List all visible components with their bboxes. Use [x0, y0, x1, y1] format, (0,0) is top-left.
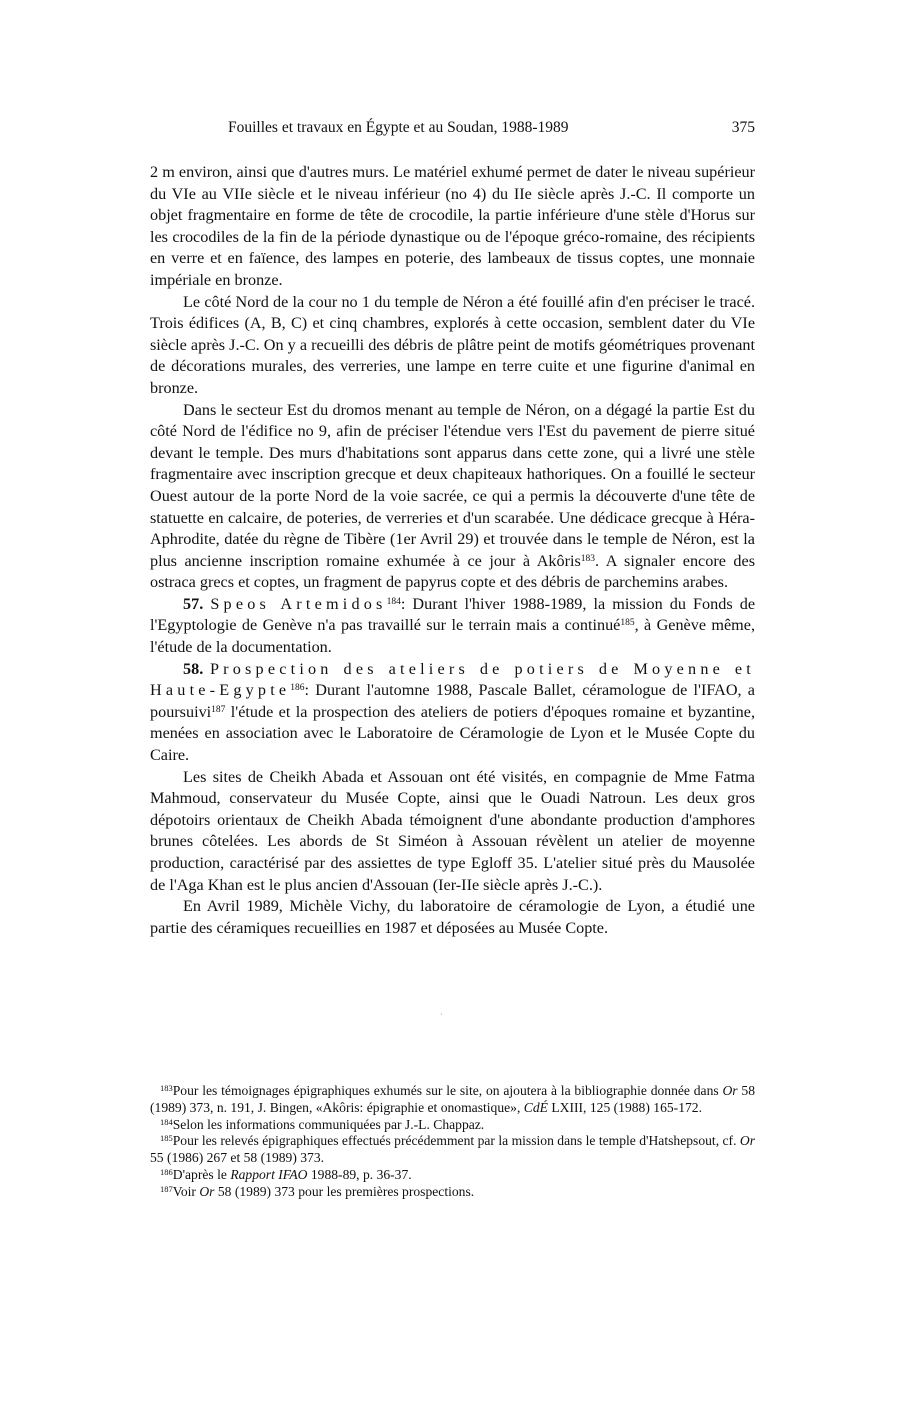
section-57-number: 57. — [183, 594, 204, 613]
page-number: 375 — [731, 119, 755, 136]
paragraph-nord-cour: Le côté Nord de la cour no 1 du temple de Néron a été fouillé afin d'en préciser le tracé. Trois édifices (A, B, C) et cinq chambres, explorés à cette occasion, semblent dater du VIe siècle après J.-C. On y a recueilli des débris de plâtre peint de motifs géométriques provenant de décorations murales, des verreries, une lampe en terre cuite et une figurine d'animal en bronze. — [150, 292, 755, 397]
paragraph-dromos-tail: . A signaler encore des ostraca grecs et coptes, un fragment de papyrus copte et des débris de parchemins arabes. — [150, 551, 755, 592]
footnote-text: Selon les informations communiquées par J.-L. Chappaz. — [172, 1116, 485, 1132]
footnote-italic: Or — [739, 1133, 755, 1149]
section-57-title: Speos Artemidos — [210, 594, 387, 613]
footnote-text: 1988-89, p. 36-37. — [307, 1166, 412, 1182]
footnote-ref-185[interactable]: 185 — [620, 618, 635, 629]
footnote-number: 183 — [160, 1083, 173, 1093]
main-text — [150, 162, 755, 939]
footnote-number: 187 — [160, 1183, 173, 1194]
footnote-ref-187[interactable]: 187 — [211, 704, 226, 715]
footnote-text: LXIII, 125 (1988) 165-172. — [547, 1099, 702, 1115]
footnote-number: 184 — [160, 1116, 173, 1127]
footnotes — [150, 1083, 755, 1201]
running-header — [150, 119, 755, 143]
section-58 — [150, 659, 755, 767]
footnote-italic: Or — [722, 1083, 738, 1098]
section-58-tail: l'étude et la prospection des ateliers de potiers d'époques romaine et byzantine, menées en association avec le Laboratoire de Céramologie de Lyon et le Musée Copte du Caire. — [150, 702, 755, 765]
footnote — [150, 1117, 755, 1134]
section-58-number: 58. — [183, 659, 204, 678]
footnote — [150, 1133, 755, 1167]
footnote — [150, 1184, 755, 1201]
speck-mark: · — [440, 1010, 443, 1019]
section-57-tail: , à Genève même, l'étude de la documentation. — [150, 616, 755, 657]
running-title: Fouilles et travaux en Égypte et au Soudan, 1988-1989 — [228, 119, 569, 136]
section-58-title: Prospection des ateliers de potiers de Moyenne et Haute-Egypte — [150, 659, 756, 700]
paragraph-continuation: 2 m environ, ainsi que d'autres murs. Le matériel exhumé permet de dater le niveau supérieur du VIe au VIIe siècle et le niveau inférieur (no 4) du IIe siècle après J.-C. Il comporte un objet fragmentaire en forme de tête de crocodile, la partie inférieure d'une stèle d'Horus sur les crocodiles de la fin de la période dynastique ou de l'époque gréco-romaine, des récipients en verre et en faïence, des lampes en poterie, des lambeaux de tissus coptes, une monnaie impériale en bronze. — [150, 163, 755, 289]
footnote — [150, 1167, 755, 1184]
footnote-text: 58 (1989) 373 pour les premières prospections. — [214, 1183, 475, 1199]
footnote-ref-183[interactable]: 183 — [580, 553, 596, 564]
footnote-ref-184[interactable]: 184 — [386, 596, 401, 607]
footnote-text: Pour les relevés épigraphiques effectués précédemment par la mission dans le temple d'Hatshepsout, cf. — [172, 1133, 740, 1149]
paragraph-sites: Les sites de Cheikh Abada et Assouan ont été visités, en compagnie de Mme Fatma Mahmoud, conservateur du Musée Copte, ainsi que le Ouadi Natroun. Les deux gros dépotoirs orientaux de Cheikh Abada témoignent d'une abondante production d'amphores brunes côtelées. Les abords de St Siméon à Assouan révèlent un atelier de moyenne production, caractérisé par des assiettes de type Egloff 35. L'atelier situé près du Mausolée de l'Aga Khan est le plus ancien d'Assouan (Ier-IIe siècle après J.-C.). — [150, 767, 755, 894]
footnote-number: 186 — [160, 1166, 173, 1177]
footnote-text: 55 (1986) 267 et 58 (1989) 373. — [150, 1150, 325, 1166]
footnote — [150, 1083, 755, 1117]
footnote-ref-186[interactable]: 186 — [290, 683, 305, 694]
paragraph-dromos — [150, 400, 755, 594]
footnote-text: Voir — [172, 1183, 200, 1199]
footnote-text: Pour les témoignages épigraphiques exhumés sur le site, on ajoutera à la bibliographie donnée dans — [172, 1083, 723, 1098]
section-57 — [150, 594, 755, 659]
footnote-italic: Or — [199, 1183, 215, 1199]
paragraph-dromos-text: Dans le secteur Est du dromos menant au temple de Néron, on a dégagé la partie Est du côté Nord de l'édifice no 9, afin de préciser l'étendue vers l'Est du pavement de pierre situé devant le temple. Des murs d'habitations sont apparus dans cette zone, qui a livré une stèle fragmentaire avec inscription grecque et deux chapiteaux hathoriques. On a fouillé le secteur Ouest autour de la porte Nord de la voie sacrée, ce qui a permis la découverte d'une tête de statuette en calcaire, de poteries, de verreries et d'un scarabée. Une dédicace grecque à Héra-Aphrodite, datée du règne de Tibère (1er Avril 29) et trouvée dans le temple de Néron, est la plus ancienne inscription romaine exhumée à ce jour à Akôris — [150, 400, 755, 570]
footnote-text: D'après le — [172, 1166, 231, 1182]
footnote-italic: Rapport IFAO — [230, 1166, 308, 1182]
footnote-italic: CdÉ — [523, 1099, 548, 1115]
section-58-text: : Durant l'automne 1988, Pascale Ballet, céramologue de l'IFAO, a poursuivi — [150, 681, 755, 721]
paragraph-vichy: En Avril 1989, Michèle Vichy, du laboratoire de céramologie de Lyon, a étudié une partie des céramiques recueillies en 1987 et déposées au Musée Copte. — [150, 897, 755, 937]
section-57-text: : Durant l'hiver 1988-1989, la mission du Fonds de l'Egyptologie de Genève n'a pas travaillé sur le terrain mais a continué — [150, 594, 756, 635]
footnote-number: 185 — [160, 1133, 173, 1144]
footnote-text: 58 (1989) 373, n. 191, J. Bingen, «Akôris: épigraphie et onomastique», — [150, 1083, 755, 1115]
